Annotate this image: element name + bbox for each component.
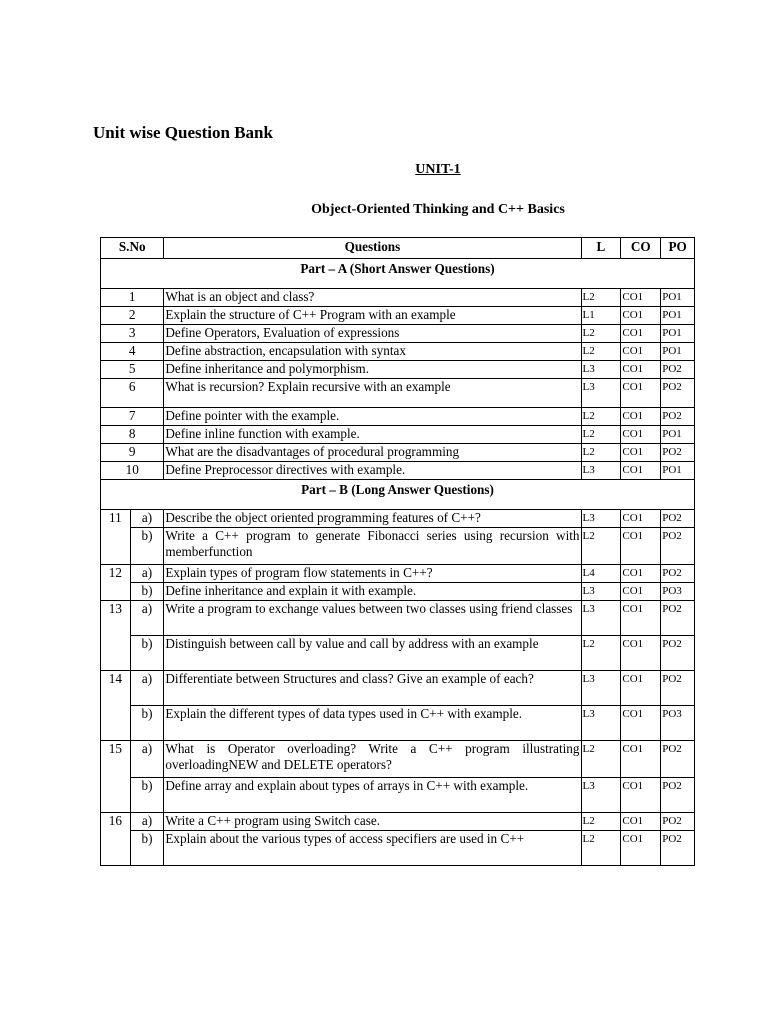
co-cell: CO1 <box>621 813 661 831</box>
level-cell: L3 <box>581 379 621 408</box>
question-number: 14 <box>101 671 131 741</box>
level-cell: L2 <box>581 289 621 307</box>
co-cell: CO1 <box>621 408 661 426</box>
co-cell: CO1 <box>621 636 661 671</box>
table-row <box>101 706 695 741</box>
level-cell: L2 <box>581 426 621 444</box>
po-cell: PO2 <box>661 379 695 408</box>
level-cell: L2 <box>581 444 621 462</box>
co-cell: CO1 <box>621 528 661 565</box>
co-cell: CO1 <box>621 671 661 706</box>
question-text: Describe the object oriented programming features of C++? <box>164 510 581 528</box>
co-cell: CO1 <box>621 831 661 866</box>
sub-question-label: a) <box>130 601 164 636</box>
level-cell: L3 <box>581 583 621 601</box>
co-cell: CO1 <box>621 444 661 462</box>
question-text: What are the disadvantages of procedural programming <box>164 444 581 462</box>
question-text: Explain about the various types of access specifiers are used in C++ <box>164 831 581 866</box>
table-row <box>101 444 695 462</box>
question-text: Define array and explain about types of arrays in C++ with example. <box>164 778 581 813</box>
level-cell: L4 <box>581 565 621 583</box>
co-cell: CO1 <box>621 343 661 361</box>
table-row <box>101 325 695 343</box>
co-cell: CO1 <box>621 289 661 307</box>
unit-title: UNIT-1 <box>415 162 461 177</box>
question-text: Differentiate between Structures and class? Give an example of each? <box>164 671 581 706</box>
co-cell: CO1 <box>621 706 661 741</box>
question-text: What is recursion? Explain recursive with an example <box>164 379 581 408</box>
question-number: 6 <box>101 379 164 408</box>
sub-question-label: a) <box>130 565 164 583</box>
level-cell: L2 <box>581 343 621 361</box>
level-cell: L2 <box>581 831 621 866</box>
question-number: 3 <box>101 325 164 343</box>
co-cell: CO1 <box>621 426 661 444</box>
table-row <box>101 601 695 636</box>
table-row <box>101 778 695 813</box>
question-text: Define inheritance and explain it with example. <box>164 583 581 601</box>
po-cell: PO3 <box>661 583 695 601</box>
po-cell: PO2 <box>661 636 695 671</box>
level-cell: L2 <box>581 325 621 343</box>
table-row <box>101 307 695 325</box>
table-row <box>101 565 695 583</box>
question-text: Write a C++ program using Switch case. <box>164 813 581 831</box>
level-cell: L3 <box>581 361 621 379</box>
po-cell: PO3 <box>661 706 695 741</box>
co-cell: CO1 <box>621 778 661 813</box>
level-cell: L3 <box>581 706 621 741</box>
question-text: Define Preprocessor directives with example. <box>164 462 581 480</box>
co-cell: CO1 <box>621 583 661 601</box>
unit-subtitle: Object-Oriented Thinking and C++ Basics <box>311 202 565 217</box>
table-row <box>101 379 695 408</box>
sub-question-label: b) <box>130 583 164 601</box>
question-text: Define pointer with the example. <box>164 408 581 426</box>
question-number: 16 <box>101 813 131 866</box>
sub-question-label: a) <box>130 510 164 528</box>
page-heading: Unit wise Question Bank <box>93 123 273 142</box>
question-number: 9 <box>101 444 164 462</box>
table-row <box>101 462 695 480</box>
question-number: 4 <box>101 343 164 361</box>
header-po: PO <box>661 238 695 259</box>
sub-question-label: b) <box>130 831 164 866</box>
co-cell: CO1 <box>621 565 661 583</box>
question-number: 8 <box>101 426 164 444</box>
sub-question-label: b) <box>130 528 164 565</box>
question-number: 11 <box>101 510 131 565</box>
table-row <box>101 583 695 601</box>
po-cell: PO2 <box>661 778 695 813</box>
table-row <box>101 343 695 361</box>
level-cell: L3 <box>581 462 621 480</box>
question-number: 13 <box>101 601 131 671</box>
table-row <box>101 831 695 866</box>
po-cell: PO2 <box>661 408 695 426</box>
table-row <box>101 426 695 444</box>
level-cell: L2 <box>581 636 621 671</box>
question-text: What is an object and class? <box>164 289 581 307</box>
question-text: Write a C++ program to generate Fibonacci series using recursion with memberfunction <box>164 528 581 565</box>
level-cell: L2 <box>581 408 621 426</box>
sub-question-label: b) <box>130 778 164 813</box>
po-cell: PO1 <box>661 343 695 361</box>
level-cell: L3 <box>581 510 621 528</box>
po-cell: PO2 <box>661 813 695 831</box>
table-row <box>101 741 695 778</box>
table-row <box>101 636 695 671</box>
level-cell: L1 <box>581 307 621 325</box>
question-text: Explain the structure of C++ Program with an example <box>164 307 581 325</box>
question-number: 12 <box>101 565 131 601</box>
co-cell: CO1 <box>621 741 661 778</box>
level-cell: L3 <box>581 671 621 706</box>
question-number: 10 <box>101 462 164 480</box>
co-cell: CO1 <box>621 325 661 343</box>
po-cell: PO1 <box>661 325 695 343</box>
table-row <box>101 361 695 379</box>
question-text: What is Operator overloading? Write a C++ program illustrating overloadingNEW and DELETE operators? <box>164 741 581 778</box>
sub-question-label: a) <box>130 671 164 706</box>
question-text: Define abstraction, encapsulation with syntax <box>164 343 581 361</box>
po-cell: PO2 <box>661 361 695 379</box>
level-cell: L2 <box>581 741 621 778</box>
po-cell: PO2 <box>661 510 695 528</box>
co-cell: CO1 <box>621 462 661 480</box>
header-questions: Questions <box>164 238 581 259</box>
level-cell: L3 <box>581 778 621 813</box>
po-cell: PO1 <box>661 289 695 307</box>
question-text: Write a program to exchange values between two classes using friend classes <box>164 601 581 636</box>
sub-question-label: b) <box>130 636 164 671</box>
question-number: 5 <box>101 361 164 379</box>
table-header-row <box>101 238 695 259</box>
part-title: Part – A (Short Answer Questions) <box>101 259 695 289</box>
co-cell: CO1 <box>621 601 661 636</box>
part-a-row <box>101 259 695 289</box>
question-text: Explain types of program flow statements in C++? <box>164 565 581 583</box>
table-row <box>101 408 695 426</box>
table-row <box>101 528 695 565</box>
po-cell: PO1 <box>661 426 695 444</box>
table-row <box>101 289 695 307</box>
question-number: 7 <box>101 408 164 426</box>
question-text: Define inheritance and polymorphism. <box>164 361 581 379</box>
part-b-row <box>101 480 695 510</box>
question-text: Distinguish between call by value and call by address with an example <box>164 636 581 671</box>
question-table <box>100 237 695 866</box>
question-number: 15 <box>101 741 131 813</box>
level-cell: L2 <box>581 813 621 831</box>
header-l: L <box>581 238 621 259</box>
po-cell: PO2 <box>661 528 695 565</box>
table-row <box>101 510 695 528</box>
co-cell: CO1 <box>621 307 661 325</box>
table-row <box>101 671 695 706</box>
co-cell: CO1 <box>621 510 661 528</box>
level-cell: L2 <box>581 528 621 565</box>
question-text: Define Operators, Evaluation of expressions <box>164 325 581 343</box>
po-cell: PO2 <box>661 831 695 866</box>
po-cell: PO2 <box>661 444 695 462</box>
po-cell: PO1 <box>661 307 695 325</box>
po-cell: PO2 <box>661 565 695 583</box>
question-text: Define inline function with example. <box>164 426 581 444</box>
po-cell: PO2 <box>661 601 695 636</box>
co-cell: CO1 <box>621 379 661 408</box>
po-cell: PO2 <box>661 671 695 706</box>
po-cell: PO2 <box>661 741 695 778</box>
question-text: Explain the different types of data types used in C++ with example. <box>164 706 581 741</box>
co-cell: CO1 <box>621 361 661 379</box>
question-number: 1 <box>101 289 164 307</box>
level-cell: L3 <box>581 601 621 636</box>
sub-question-label: a) <box>130 813 164 831</box>
part-title: Part – B (Long Answer Questions) <box>101 480 695 510</box>
table-row <box>101 813 695 831</box>
header-co: CO <box>621 238 661 259</box>
question-number: 2 <box>101 307 164 325</box>
po-cell: PO1 <box>661 462 695 480</box>
sub-question-label: b) <box>130 706 164 741</box>
sub-question-label: a) <box>130 741 164 778</box>
header-sno: S.No <box>101 238 164 259</box>
